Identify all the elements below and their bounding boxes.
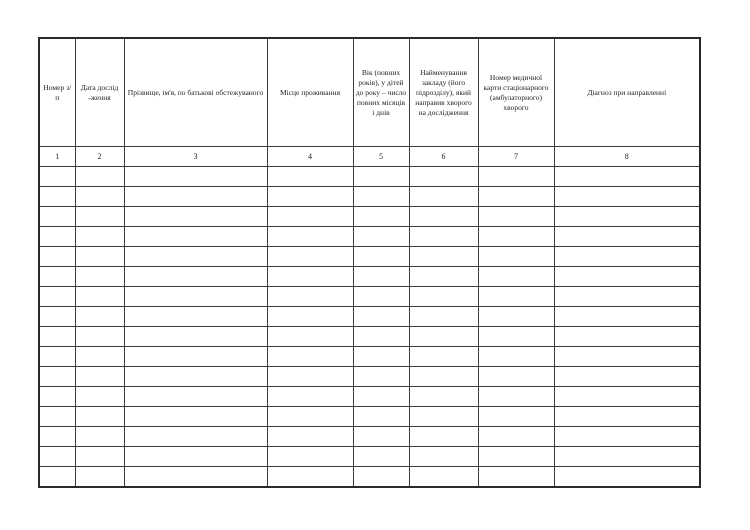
table-cell bbox=[267, 407, 353, 427]
table-cell bbox=[124, 427, 267, 447]
table-cell bbox=[554, 287, 700, 307]
table-row bbox=[39, 267, 700, 287]
table-cell bbox=[75, 187, 124, 207]
table-cell bbox=[409, 207, 478, 227]
table-cell bbox=[124, 227, 267, 247]
table-cell bbox=[75, 227, 124, 247]
table-cell bbox=[478, 167, 554, 187]
table-cell bbox=[75, 447, 124, 467]
table-cell bbox=[353, 427, 409, 447]
table-cell bbox=[75, 367, 124, 387]
table-cell bbox=[267, 247, 353, 267]
table-cell bbox=[39, 467, 75, 488]
table-cell bbox=[39, 367, 75, 387]
table-cell bbox=[409, 447, 478, 467]
table-row bbox=[39, 307, 700, 327]
table-cell bbox=[124, 167, 267, 187]
header-row bbox=[39, 38, 700, 147]
table-cell bbox=[75, 167, 124, 187]
column-header-full-name: Прізвище, ім'я, по батькові обстежуваного bbox=[124, 38, 267, 147]
table-cell bbox=[554, 307, 700, 327]
table-cell bbox=[75, 267, 124, 287]
column-number: 4 bbox=[267, 147, 353, 167]
table-cell bbox=[478, 467, 554, 488]
table-cell bbox=[554, 367, 700, 387]
table-cell bbox=[554, 247, 700, 267]
table-cell bbox=[124, 207, 267, 227]
table-cell bbox=[353, 447, 409, 467]
table-row bbox=[39, 187, 700, 207]
table-cell bbox=[353, 347, 409, 367]
table-cell bbox=[353, 467, 409, 488]
table-cell bbox=[267, 367, 353, 387]
column-header-diagnosis: Діагноз при направленні bbox=[554, 38, 700, 147]
table-cell bbox=[75, 427, 124, 447]
table-cell bbox=[353, 227, 409, 247]
table-cell bbox=[478, 327, 554, 347]
table-cell bbox=[353, 247, 409, 267]
table-cell bbox=[554, 447, 700, 467]
table-cell bbox=[409, 347, 478, 367]
table-row bbox=[39, 227, 700, 247]
table-cell bbox=[478, 287, 554, 307]
table-cell bbox=[75, 207, 124, 227]
table-cell bbox=[124, 327, 267, 347]
table-cell bbox=[554, 187, 700, 207]
table-cell bbox=[75, 347, 124, 367]
column-header-number: Номер з/п bbox=[39, 38, 75, 147]
table-cell bbox=[267, 287, 353, 307]
column-number: 8 bbox=[554, 147, 700, 167]
blank-rows bbox=[39, 167, 700, 488]
table-cell bbox=[124, 407, 267, 427]
column-number: 7 bbox=[478, 147, 554, 167]
column-number: 6 bbox=[409, 147, 478, 167]
table-cell bbox=[409, 287, 478, 307]
table-cell bbox=[124, 307, 267, 327]
table-cell bbox=[75, 407, 124, 427]
table-cell bbox=[267, 207, 353, 227]
table-cell bbox=[554, 227, 700, 247]
table-cell bbox=[478, 267, 554, 287]
table-cell bbox=[353, 307, 409, 327]
table-cell bbox=[267, 427, 353, 447]
table-cell bbox=[554, 267, 700, 287]
table-row bbox=[39, 347, 700, 367]
table-cell bbox=[353, 167, 409, 187]
table-row bbox=[39, 207, 700, 227]
table-cell bbox=[124, 187, 267, 207]
table-cell bbox=[39, 247, 75, 267]
table-cell bbox=[75, 307, 124, 327]
table-cell bbox=[267, 307, 353, 327]
table-cell bbox=[75, 287, 124, 307]
table-cell bbox=[39, 207, 75, 227]
table-cell bbox=[75, 247, 124, 267]
table-cell bbox=[267, 327, 353, 347]
column-number: 3 bbox=[124, 147, 267, 167]
table-cell bbox=[409, 167, 478, 187]
table-cell bbox=[353, 267, 409, 287]
table-cell bbox=[353, 387, 409, 407]
table-cell bbox=[124, 467, 267, 488]
table-cell bbox=[478, 347, 554, 367]
table-cell bbox=[267, 167, 353, 187]
table-cell bbox=[554, 347, 700, 367]
column-number-row bbox=[39, 147, 700, 167]
register-table bbox=[38, 37, 701, 488]
table-cell bbox=[478, 387, 554, 407]
table-cell bbox=[75, 387, 124, 407]
table-cell bbox=[554, 387, 700, 407]
table-cell bbox=[478, 307, 554, 327]
table-cell bbox=[267, 467, 353, 488]
table-cell bbox=[409, 427, 478, 447]
table-cell bbox=[554, 327, 700, 347]
table-cell bbox=[267, 187, 353, 207]
table-row bbox=[39, 387, 700, 407]
table-cell bbox=[267, 447, 353, 467]
column-header-medical-card-number: Номер медичної карти стаціонарного (амбулаторного) хворого bbox=[478, 38, 554, 147]
table-cell bbox=[39, 287, 75, 307]
table-cell bbox=[554, 427, 700, 447]
column-header-residence: Місце проживання bbox=[267, 38, 353, 147]
column-header-age: Вік (повних років), у дітей до року – число повних місяців і днів bbox=[353, 38, 409, 147]
table-row bbox=[39, 167, 700, 187]
table-cell bbox=[409, 367, 478, 387]
table-cell bbox=[478, 427, 554, 447]
table-cell bbox=[39, 187, 75, 207]
column-header-date: Дата дослід -ження bbox=[75, 38, 124, 147]
table-cell bbox=[267, 347, 353, 367]
column-number: 1 bbox=[39, 147, 75, 167]
table-cell bbox=[554, 407, 700, 427]
table-cell bbox=[267, 227, 353, 247]
column-number: 2 bbox=[75, 147, 124, 167]
table-cell bbox=[39, 167, 75, 187]
table-row bbox=[39, 407, 700, 427]
table-cell bbox=[39, 227, 75, 247]
table-cell bbox=[409, 227, 478, 247]
table-cell bbox=[554, 467, 700, 488]
table-cell bbox=[478, 247, 554, 267]
table-cell bbox=[75, 467, 124, 488]
table-row bbox=[39, 427, 700, 447]
table-cell bbox=[478, 407, 554, 427]
table-cell bbox=[267, 387, 353, 407]
table-cell bbox=[124, 367, 267, 387]
table-cell bbox=[478, 187, 554, 207]
table-cell bbox=[353, 187, 409, 207]
table-cell bbox=[353, 287, 409, 307]
table-cell bbox=[353, 327, 409, 347]
table-cell bbox=[409, 407, 478, 427]
table-row bbox=[39, 467, 700, 488]
table-cell bbox=[124, 247, 267, 267]
table-cell bbox=[124, 447, 267, 467]
table-cell bbox=[39, 267, 75, 287]
table-cell bbox=[124, 267, 267, 287]
table-cell bbox=[75, 327, 124, 347]
table-cell bbox=[353, 207, 409, 227]
table-cell bbox=[39, 407, 75, 427]
table-cell bbox=[124, 287, 267, 307]
table-cell bbox=[554, 207, 700, 227]
table-cell bbox=[409, 467, 478, 488]
table-cell bbox=[409, 387, 478, 407]
table-cell bbox=[478, 207, 554, 227]
table-cell bbox=[39, 307, 75, 327]
table-cell bbox=[353, 367, 409, 387]
table-row bbox=[39, 247, 700, 267]
table-cell bbox=[39, 427, 75, 447]
table-cell bbox=[409, 307, 478, 327]
table-cell bbox=[409, 247, 478, 267]
column-header-referring-institution: Найменування закладу (його підрозділу), який направив хворого на дослідження bbox=[409, 38, 478, 147]
table-cell bbox=[353, 407, 409, 427]
table-cell bbox=[409, 327, 478, 347]
table-cell bbox=[409, 187, 478, 207]
table-row bbox=[39, 367, 700, 387]
table-row bbox=[39, 447, 700, 467]
table-cell bbox=[39, 387, 75, 407]
table-cell bbox=[267, 267, 353, 287]
table-row bbox=[39, 287, 700, 307]
table-cell bbox=[478, 367, 554, 387]
table-cell bbox=[554, 167, 700, 187]
column-number: 5 bbox=[353, 147, 409, 167]
table-cell bbox=[39, 327, 75, 347]
table-row bbox=[39, 327, 700, 347]
table-cell bbox=[39, 347, 75, 367]
table-cell bbox=[124, 347, 267, 367]
table-cell bbox=[478, 447, 554, 467]
table-cell bbox=[478, 227, 554, 247]
table-cell bbox=[124, 387, 267, 407]
table-cell bbox=[39, 447, 75, 467]
table-cell bbox=[409, 267, 478, 287]
